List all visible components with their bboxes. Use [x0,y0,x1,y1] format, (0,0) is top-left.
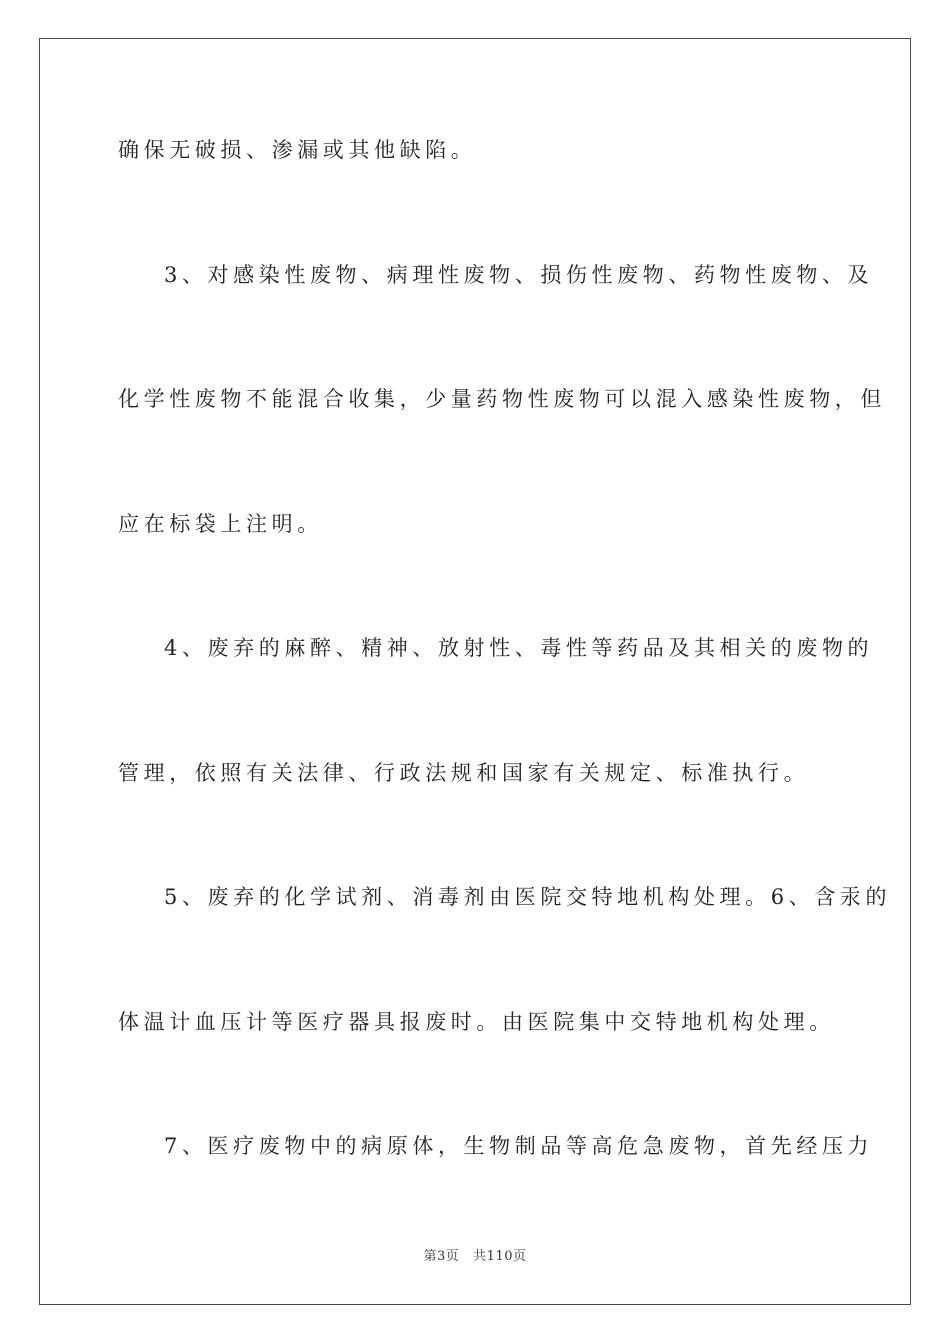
page-border [39,38,911,1305]
paragraph-4-line-2: 管理，依照有关法律、行政法规和国家有关规定、标准执行。 [118,761,810,785]
paragraph-5-line-2: 体温计血压计等医疗器具报废时。由医院集中交特地机构处理。 [118,1010,835,1034]
paragraph-3-line-3: 应在标袋上注明。 [118,512,323,536]
paragraph-5-line-1: 5、废弃的化学试剂、消毒剂由医院交特地机构处理。6、含汞的 [164,885,892,909]
paragraph-7-line-1: 7、医疗废物中的病原体，生物制品等高危急废物，首先经压力 [164,1134,874,1158]
paragraph-3-line-1: 3、对感染性废物、病理性废物、损伤性废物、药物性废物、及 [164,263,874,287]
text-line-1: 确保无破损、渗漏或其他缺陷。 [118,138,477,162]
page-footer [0,1249,950,1265]
paragraph-4-line-1: 4、废弃的麻醉、精神、放射性、毒性等药品及其相关的废物的 [164,636,874,660]
page-number: 第3页 [423,1249,460,1264]
page-total: 共110页 [473,1249,527,1264]
paragraph-3-line-2: 化学性废物不能混合收集，少量药物性废物可以混入感染性废物，但 [118,387,886,411]
